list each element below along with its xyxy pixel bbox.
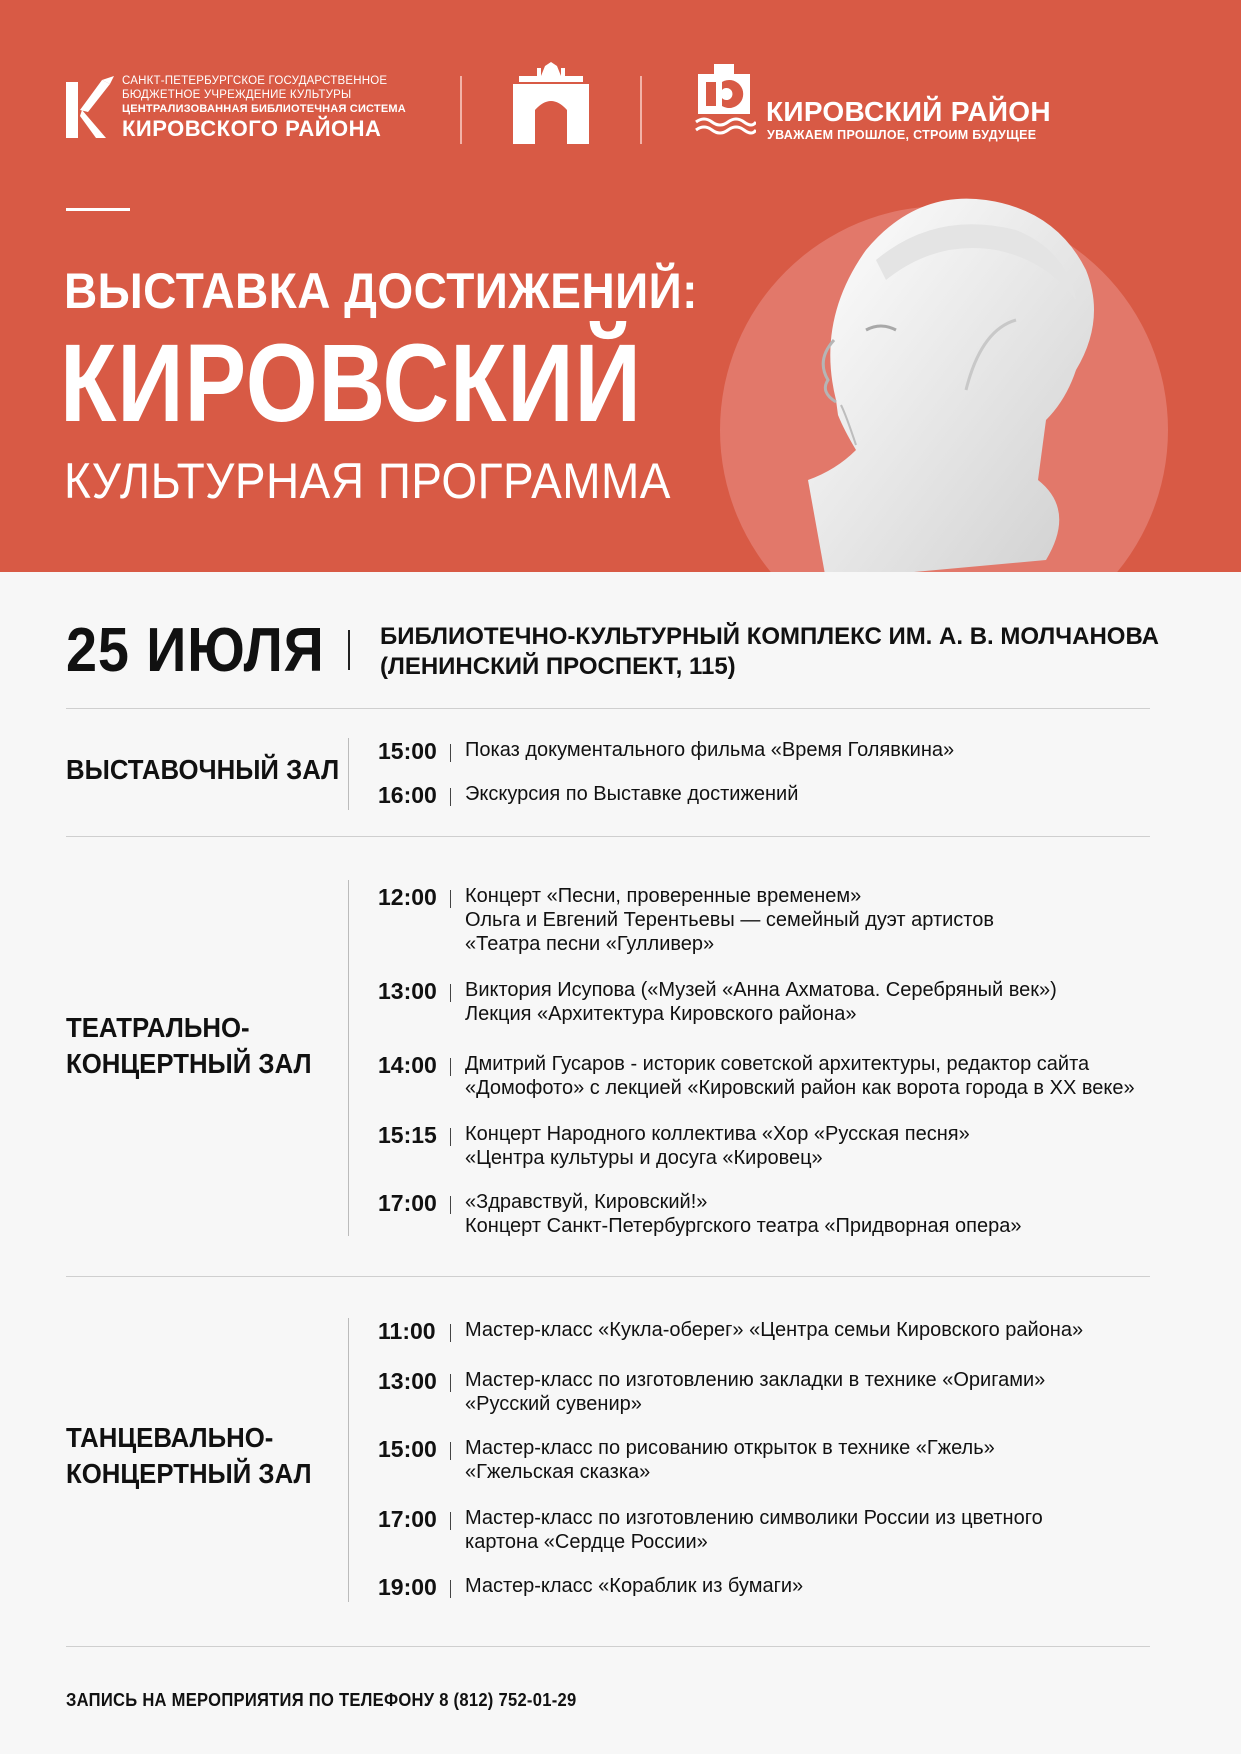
event-time: 19:00 — [378, 1574, 437, 1600]
hall-divider — [348, 880, 349, 1236]
date-divider — [348, 630, 350, 670]
logo-divider-2 — [640, 76, 642, 144]
time-divider — [450, 1442, 451, 1460]
time-divider — [450, 744, 451, 762]
event-description: Концерт «Песни, проверенные временем» Ольга и Евгений Терентьевы — семейный дуэт артистов «Театра песни «Гулливер» — [465, 885, 994, 955]
time-divider — [450, 1580, 451, 1598]
time-divider — [450, 1128, 451, 1146]
time-divider — [450, 1324, 451, 1342]
event-description: Виктория Исупова («Музей «Анна Ахматова. Серебряный век») Лекция «Архитектура Кировского района» — [465, 979, 1057, 1025]
logo-divider-1 — [460, 76, 462, 144]
time-divider — [450, 1512, 451, 1530]
event-description: Мастер-класс «Кукла-оберег» «Центра семьи Кировского района» — [465, 1319, 1084, 1341]
time-divider — [450, 1058, 451, 1076]
hall-name: ТАНЦЕВАЛЬНО- КОНЦЕРТНЫЙ ЗАЛ — [66, 1422, 312, 1489]
library-line-3: ЦЕНТРАЛИЗОВАННАЯ БИБЛИОТЕЧНАЯ СИСТЕМА — [122, 103, 406, 115]
narva-gate-icon — [511, 62, 591, 144]
library-logo-text — [122, 74, 406, 142]
section-rule — [66, 1646, 1150, 1647]
event-venue: БИБЛИОТЕЧНО-КУЛЬТУРНЫЙ КОМПЛЕКС ИМ. А. В. МОЛЧАНОВА (ЛЕНИНСКИЙ ПРОСПЕКТ, 115) — [380, 623, 1159, 680]
time-divider — [450, 890, 451, 908]
event-time: 17:00 — [378, 1190, 437, 1216]
event-time: 13:00 — [378, 1368, 437, 1394]
event-time: 17:00 — [378, 1506, 437, 1532]
event-time: 15:00 — [378, 738, 437, 764]
event-date: 25 ИЮЛЯ — [66, 616, 325, 685]
event-time: 16:00 — [378, 782, 437, 808]
event-description: Экскурсия по Выставке достижений — [465, 783, 799, 805]
title-line-1: ВЫСТАВКА ДОСТИЖЕНИЙ: — [64, 263, 698, 319]
section-rule — [66, 1276, 1150, 1277]
title-line-2: КИРОВСКИЙ — [60, 322, 642, 445]
event-time: 12:00 — [378, 884, 437, 910]
library-name: КИРОВСКОГО РАЙОНА — [122, 116, 382, 141]
header-banner — [0, 0, 1241, 572]
event-time: 15:00 — [378, 1436, 437, 1462]
section-rule — [66, 836, 1150, 837]
library-logo-icon — [66, 76, 118, 142]
hall-name: ВЫСТАВОЧНЫЙ ЗАЛ — [66, 754, 340, 785]
event-description: «Здравствуй, Кировский!» Концерт Санкт-Петербургского театра «Придворная опера» — [465, 1191, 1022, 1237]
section-rule — [66, 708, 1150, 709]
event-description: Концерт Народного коллектива «Хор «Русская песня» «Центра культуры и досуга «Кировец» — [465, 1123, 970, 1169]
event-time: 14:00 — [378, 1052, 437, 1078]
event-description: Мастер-класс «Кораблик из бумаги» — [465, 1575, 804, 1597]
time-divider — [450, 788, 451, 806]
registration-phone: ЗАПИСЬ НА МЕРОПРИЯТИЯ ПО ТЕЛЕФОНУ 8 (812) 752-01-29 — [66, 1690, 577, 1710]
hall-divider — [348, 1318, 349, 1602]
event-description: Дмитрий Гусаров - историк советской архитектуры, редактор сайта «Домофото» с лекцией «Кировский район как ворота города в XX веке» — [465, 1053, 1135, 1099]
event-time: 11:00 — [378, 1318, 436, 1344]
title-line-3: КУЛЬТУРНАЯ ПРОГРАММА — [64, 453, 671, 509]
time-divider — [450, 984, 451, 1002]
library-line-2: БЮДЖЕТНОЕ УЧРЕЖДЕНИЕ КУЛЬТУРЫ — [122, 89, 352, 101]
hall-divider — [348, 738, 349, 810]
event-description: Мастер-класс по изготовлению закладки в технике «Оригами» «Русский сувенир» — [465, 1369, 1046, 1415]
district-name: КИРОВСКИЙ РАЙОН — [766, 96, 1051, 127]
event-time: 15:15 — [378, 1122, 437, 1148]
event-description: Показ документального фильма «Время Голявкина» — [465, 739, 955, 761]
library-line-1: САНКТ-ПЕТЕРБУРГСКОЕ ГОСУДАРСТВЕННОЕ — [122, 75, 388, 87]
district-slogan: УВАЖАЕМ ПРОШЛОЕ, СТРОИМ БУДУЩЕЕ — [767, 128, 1037, 142]
bust-illustration — [716, 180, 1176, 572]
event-time: 13:00 — [378, 978, 437, 1004]
event-description: Мастер-класс по рисованию открыток в технике «Гжель» «Гжельская сказка» — [465, 1437, 995, 1483]
event-description: Мастер-класс по изготовлению символики России из цветного картона «Сердце России» — [465, 1507, 1043, 1553]
district-emblem-icon — [692, 64, 756, 140]
header-accent-line — [66, 208, 130, 211]
hall-name: ТЕАТРАЛЬНО- КОНЦЕРТНЫЙ ЗАЛ — [66, 1012, 312, 1079]
library-logo — [66, 74, 406, 146]
district-logo — [692, 64, 1062, 144]
time-divider — [450, 1196, 451, 1214]
time-divider — [450, 1374, 451, 1392]
